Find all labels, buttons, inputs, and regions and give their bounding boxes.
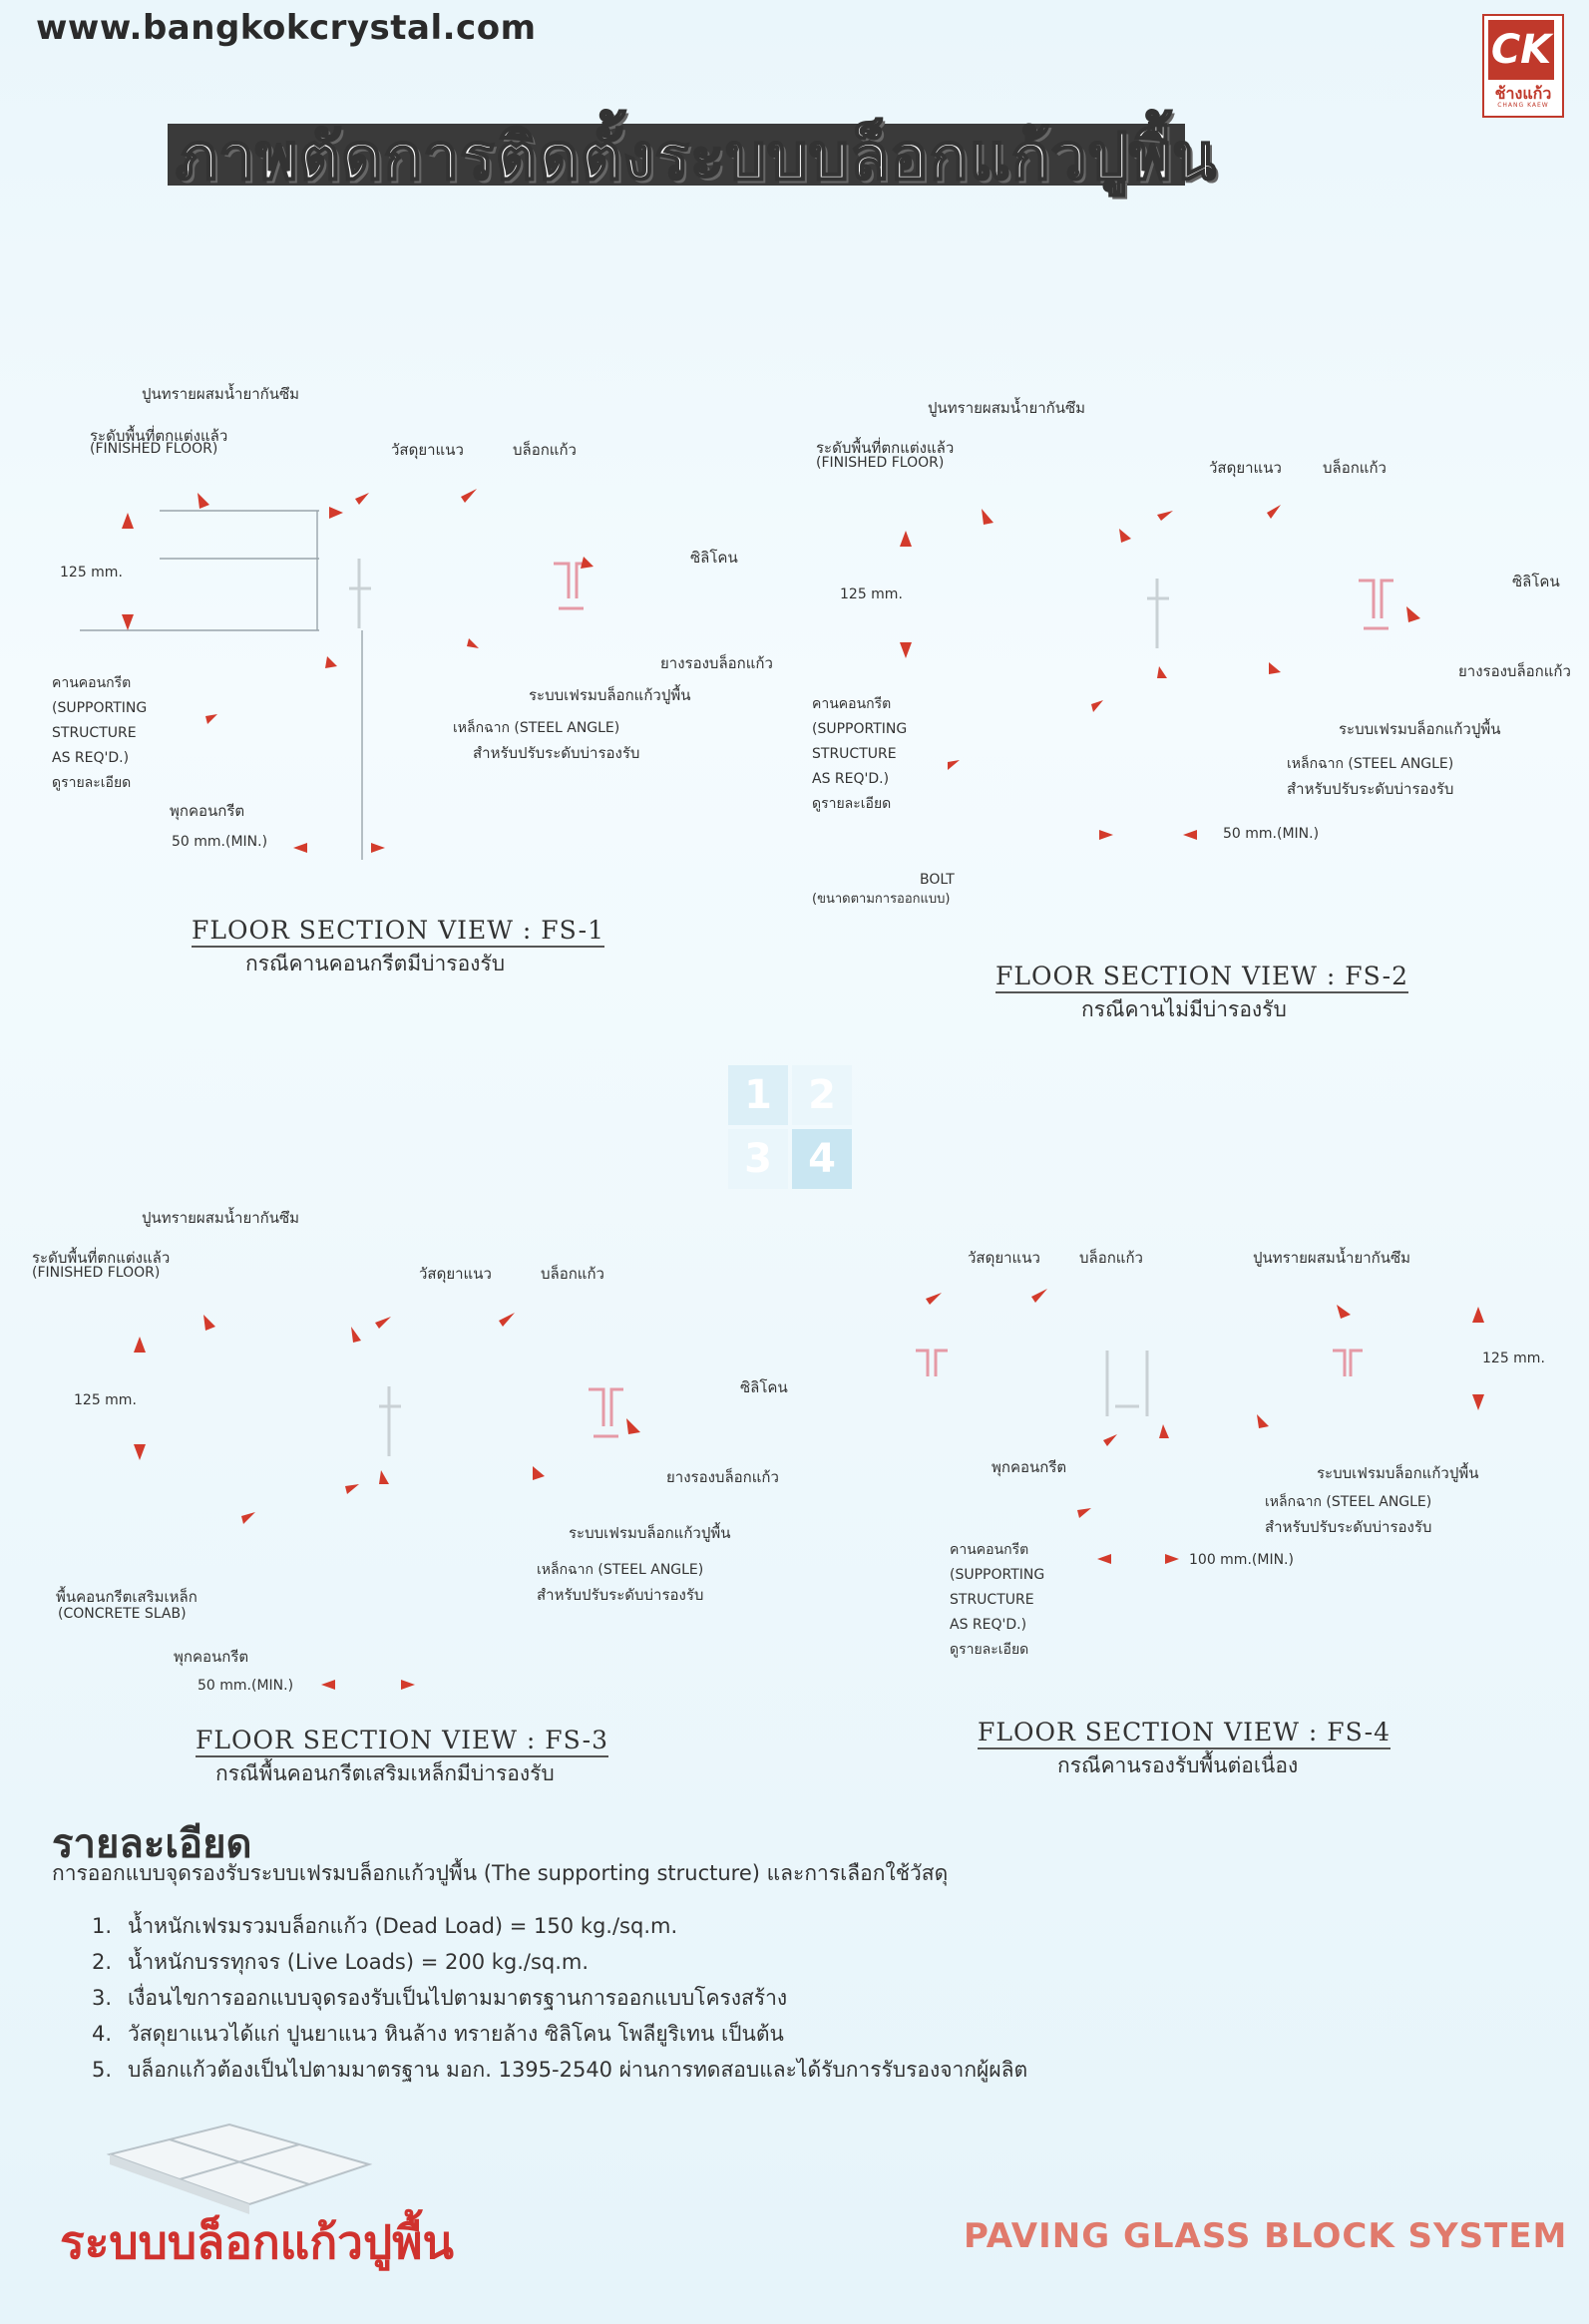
fs1-label-joint: วัสดุยาแนว: [391, 441, 464, 459]
fs4-view-title: FLOOR SECTION VIEW : FS-4: [978, 1718, 1390, 1749]
fs1-view-title: FLOOR SECTION VIEW : FS-1: [192, 916, 604, 948]
fs3-arrow: [533, 1466, 545, 1480]
fs2-arrow: [900, 642, 912, 658]
logo-mark: CK: [1488, 20, 1554, 80]
fs3-label-dim-125: 125 mm.: [74, 1392, 137, 1408]
fs1-arrow: [122, 614, 134, 630]
fs4-label-dim-100: 100 mm.(MIN.): [1189, 1552, 1294, 1568]
fs1-label-rubber: ยางรองบล็อกแก้ว: [660, 654, 773, 672]
fs4-arrow: [1165, 1554, 1179, 1564]
fs3-label-slab-en: (CONCRETE SLAB): [58, 1606, 187, 1622]
fs2-label-steel-angle: เหล็กฉาก (STEEL ANGLE): [1287, 756, 1454, 772]
fs1-label-glass-block: บล็อกแก้ว: [513, 441, 577, 459]
fs3-arrow: [134, 1337, 146, 1353]
fs2-label-joint: วัสดุยาแนว: [1209, 459, 1282, 477]
fs3-arrow: [375, 1317, 391, 1329]
fs2-label-steel-angle-note: สำหรับปรับระดับบ่ารองรับ: [1287, 780, 1454, 798]
fs2-label-finished-floor-en: (FINISHED FLOOR): [816, 455, 945, 471]
fs4-arrow: [1337, 1305, 1351, 1319]
fs1-arrow: [461, 489, 477, 503]
fs1-label-concrete-ledge: พุกคอนกรีต: [170, 802, 245, 820]
fs3-arrow: [379, 1470, 389, 1484]
fs4-label-glass-block: บล็อกแก้ว: [1079, 1249, 1143, 1267]
fs2-label-beam: คานคอนกรีต (SUPPORTING STRUCTURE AS REQ'D.) ดูรายละเอียด: [812, 696, 908, 812]
fs1-label-dim-125: 125 mm.: [60, 565, 123, 581]
fs4-arrow: [1097, 1554, 1111, 1564]
fs2-arrow: [1183, 830, 1197, 840]
details-heading: รายละเอียด: [52, 1821, 252, 1867]
fs2-label-mortar: ปูนทรายผสมน้ำยากันซึม: [928, 399, 1086, 417]
fs2-arrow: [1269, 662, 1281, 674]
fs1-label-finished-floor: ระดับพื้นที่ตกแต่งแล้ว: [90, 427, 228, 445]
fs2-label-glass-block: บล็อกแก้ว: [1323, 459, 1387, 477]
fs1-arrow: [205, 714, 217, 724]
fs2-arrow: [1267, 505, 1281, 519]
fs4-label-mortar: ปูนทรายผสมน้ำยากันซึม: [1253, 1249, 1411, 1267]
fs4-label-concrete-ledge: พุกคอนกรีต: [992, 1458, 1067, 1476]
fs2-view-subtitle: กรณีคานไม่มีบ่ารองรับ: [1081, 997, 1287, 1021]
details-item: 1. น้ำหนักเฟรมรวมบล็อกแก้ว (Dead Load) = 150 kg./sq.m.: [92, 1914, 678, 1938]
fs2-label-frame: ระบบเฟรมบล็อกแก้วปูพื้น: [1339, 720, 1501, 738]
fs3-view-subtitle: กรณีพื้นคอนกรีตเสริมเหล็กมีบ่ารองรับ: [215, 1761, 555, 1785]
fs3-arrow: [241, 1512, 255, 1524]
fs4-arrow: [926, 1293, 942, 1305]
fs2-label-dim-50: 50 mm.(MIN.): [1223, 826, 1320, 842]
site-url[interactable]: www.bangkokcrystal.com: [36, 8, 537, 48]
fs2-arrow: [982, 509, 993, 525]
tile-2: 2: [792, 1065, 852, 1125]
fs1-label-mortar: ปูนทรายผสมน้ำยากันซึม: [142, 385, 300, 403]
fs2-label-bolt-note: (ขนาดตามการออกแบบ): [812, 892, 951, 907]
tile-1: 1: [728, 1065, 788, 1125]
fs2-arrow: [1091, 700, 1103, 712]
fs1-arrow: [467, 638, 479, 648]
fs3-drawing: [134, 1313, 640, 1690]
details-intro: การออกแบบจุดรองรับระบบเฟรมบล็อกแก้วปูพื้น (The supporting structure) และการเลือกใช้วัสดุ: [52, 1861, 949, 1885]
fs3-arrow: [401, 1680, 415, 1690]
fs2-view-title: FLOOR SECTION VIEW : FS-2: [995, 962, 1408, 993]
fs3-arrow: [321, 1680, 335, 1690]
tile-3: 3: [728, 1129, 788, 1189]
fs4-label-beam: คานคอนกรีต (SUPPORTING STRUCTURE AS REQ'D.) ดูรายละเอียด: [950, 1542, 1045, 1658]
fs4-view-subtitle: กรณีคานรองรับพื้นต่อเนื่อง: [1057, 1753, 1299, 1777]
fs4-label-steel-angle-note: สำหรับปรับระดับบ่ารองรับ: [1265, 1518, 1432, 1536]
fs2-arrow: [1157, 666, 1167, 678]
fs3-label-steel-angle-note: สำหรับปรับระดับบ่ารองรับ: [537, 1586, 704, 1604]
footer-thai-title: ระบบบล็อกแก้วปูพื้น: [60, 2215, 454, 2269]
fs3-label-steel-angle: เหล็กฉาก (STEEL ANGLE): [537, 1562, 704, 1578]
fs3-label-mortar: ปูนทรายผสมน้ำยากันซึม: [142, 1209, 300, 1227]
details-item: 5. บล็อกแก้วต้องเป็นไปตามมาตรฐาน มอก. 1395-2540 ผ่านการทดสอบและได้รับการรับรองจากผู้ผลิต: [92, 2058, 1028, 2082]
fs4-arrow: [1159, 1424, 1169, 1438]
fs4-arrow: [1077, 1508, 1091, 1518]
logo-subtext: CHANG KAEW: [1497, 102, 1549, 109]
fs3-label-silicone: ซิลิโคน: [740, 1378, 788, 1396]
fs3-label-finished-floor: ระดับพื้นที่ตกแต่งแล้ว: [32, 1249, 171, 1267]
fs1-arrow: [581, 557, 594, 569]
fs1-label-steel-angle: เหล็กฉาก (STEEL ANGLE): [453, 720, 620, 736]
tile-4: 4: [792, 1129, 852, 1189]
fs2-arrow: [1119, 529, 1131, 543]
details-item: 3. เงื่อนไขการออกแบบจุดรองรับเป็นไปตามมาตรฐานการออกแบบโครงสร้าง: [92, 1986, 788, 2010]
fs4-label-frame: ระบบเฟรมบล็อกแก้วปูพื้น: [1317, 1464, 1479, 1482]
fs2-arrow: [900, 531, 912, 547]
fs3-arrow: [134, 1444, 146, 1460]
fs2-arrow: [1099, 830, 1113, 840]
fs3-arrow: [499, 1313, 515, 1327]
fs2-label-silicone: ซิลิโคน: [1512, 573, 1560, 590]
fs2-arrow: [1406, 606, 1420, 622]
fs3-label-frame: ระบบเฟรมบล็อกแก้วปูพื้น: [569, 1524, 731, 1542]
fs1-arrow: [371, 843, 385, 853]
fs1-label-finished-floor-en: (FINISHED FLOOR): [90, 441, 218, 457]
fs3-label-finished-floor-en: (FINISHED FLOOR): [32, 1265, 161, 1281]
fs1-label-beam: คานคอนกรีต (SUPPORTING STRUCTURE AS REQ'D.) ดูรายละเอียด: [52, 675, 148, 791]
fs1-arrow: [293, 843, 307, 853]
fs3-label-rubber: ยางรองบล็อกแก้ว: [666, 1468, 779, 1486]
fs4-arrow: [1103, 1434, 1117, 1446]
details-item: 4. วัสดุยาแนวได้แก่ ปูนยาแนว หินล้าง ทรายล้าง ซิลิโคน โพลียูริเทน เป็นต้น: [92, 2022, 784, 2046]
fs1-arrow: [122, 513, 134, 529]
fs3-arrow: [203, 1315, 215, 1331]
fs1-label-frame: ระบบเฟรมบล็อกแก้วปูพื้น: [529, 686, 691, 704]
fs3-view-title: FLOOR SECTION VIEW : FS-3: [196, 1726, 608, 1757]
fs3-label-slab: พื้นคอนกรีตเสริมเหล็ก: [56, 1588, 198, 1606]
fs3-arrow: [626, 1418, 640, 1434]
fs3-label-concrete-ledge: พุกคอนกรีต: [174, 1648, 249, 1666]
fs1-arrow: [355, 493, 369, 505]
details-list: [92, 1910, 1027, 2090]
fs4-arrow: [1031, 1289, 1047, 1303]
fs1-label-silicone: ซิลิโคน: [690, 549, 738, 567]
fs4-label-steel-angle: เหล็กฉาก (STEEL ANGLE): [1265, 1494, 1432, 1510]
fs1-view-subtitle: กรณีคานคอนกรีตมีบ่ารองรับ: [245, 952, 506, 975]
fs2-arrow: [1157, 511, 1173, 521]
fs3-label-glass-block: บล็อกแก้ว: [541, 1265, 604, 1283]
footer-english-title: PAVING GLASS BLOCK SYSTEM: [964, 2216, 1568, 2256]
fs1-arrow: [198, 493, 209, 509]
fs4-arrow: [1472, 1394, 1484, 1410]
fs4-arrow: [1257, 1414, 1269, 1428]
fs3-label-dim-50: 50 mm.(MIN.): [198, 1678, 294, 1694]
fs4-arrow: [1472, 1307, 1484, 1323]
fs1-label-dim-50: 50 mm.(MIN.): [172, 834, 268, 850]
fs3-arrow: [351, 1327, 361, 1343]
fs1-label-steel-angle-note: สำหรับปรับระดับบ่ารองรับ: [473, 744, 640, 762]
fs4-label-joint: วัสดุยาแนว: [968, 1249, 1040, 1267]
logo-text: ช้างแก้ว: [1494, 84, 1552, 103]
fs2-label-bolt: BOLT: [920, 872, 955, 888]
fs2-label-dim-125: 125 mm.: [840, 586, 903, 602]
fs1-arrow: [329, 507, 343, 519]
fs3-label-joint: วัสดุยาแนว: [419, 1265, 492, 1283]
fs2-label-finished-floor: ระดับพื้นที่ตกแต่งแล้ว: [816, 439, 955, 457]
fs3-arrow: [345, 1484, 359, 1494]
fs2-label-rubber: ยางรองบล็อกแก้ว: [1458, 662, 1571, 680]
details-item: 2. น้ำหนักบรรทุกจร (Live Loads) = 200 kg./sq.m.: [92, 1950, 590, 1974]
fs4-label-dim-125: 125 mm.: [1482, 1351, 1545, 1366]
fs1-arrow: [325, 656, 337, 668]
page-title: ภาพตัดการติดตั้งระบบบล็อกแก้วปูพื้น: [176, 121, 1217, 194]
